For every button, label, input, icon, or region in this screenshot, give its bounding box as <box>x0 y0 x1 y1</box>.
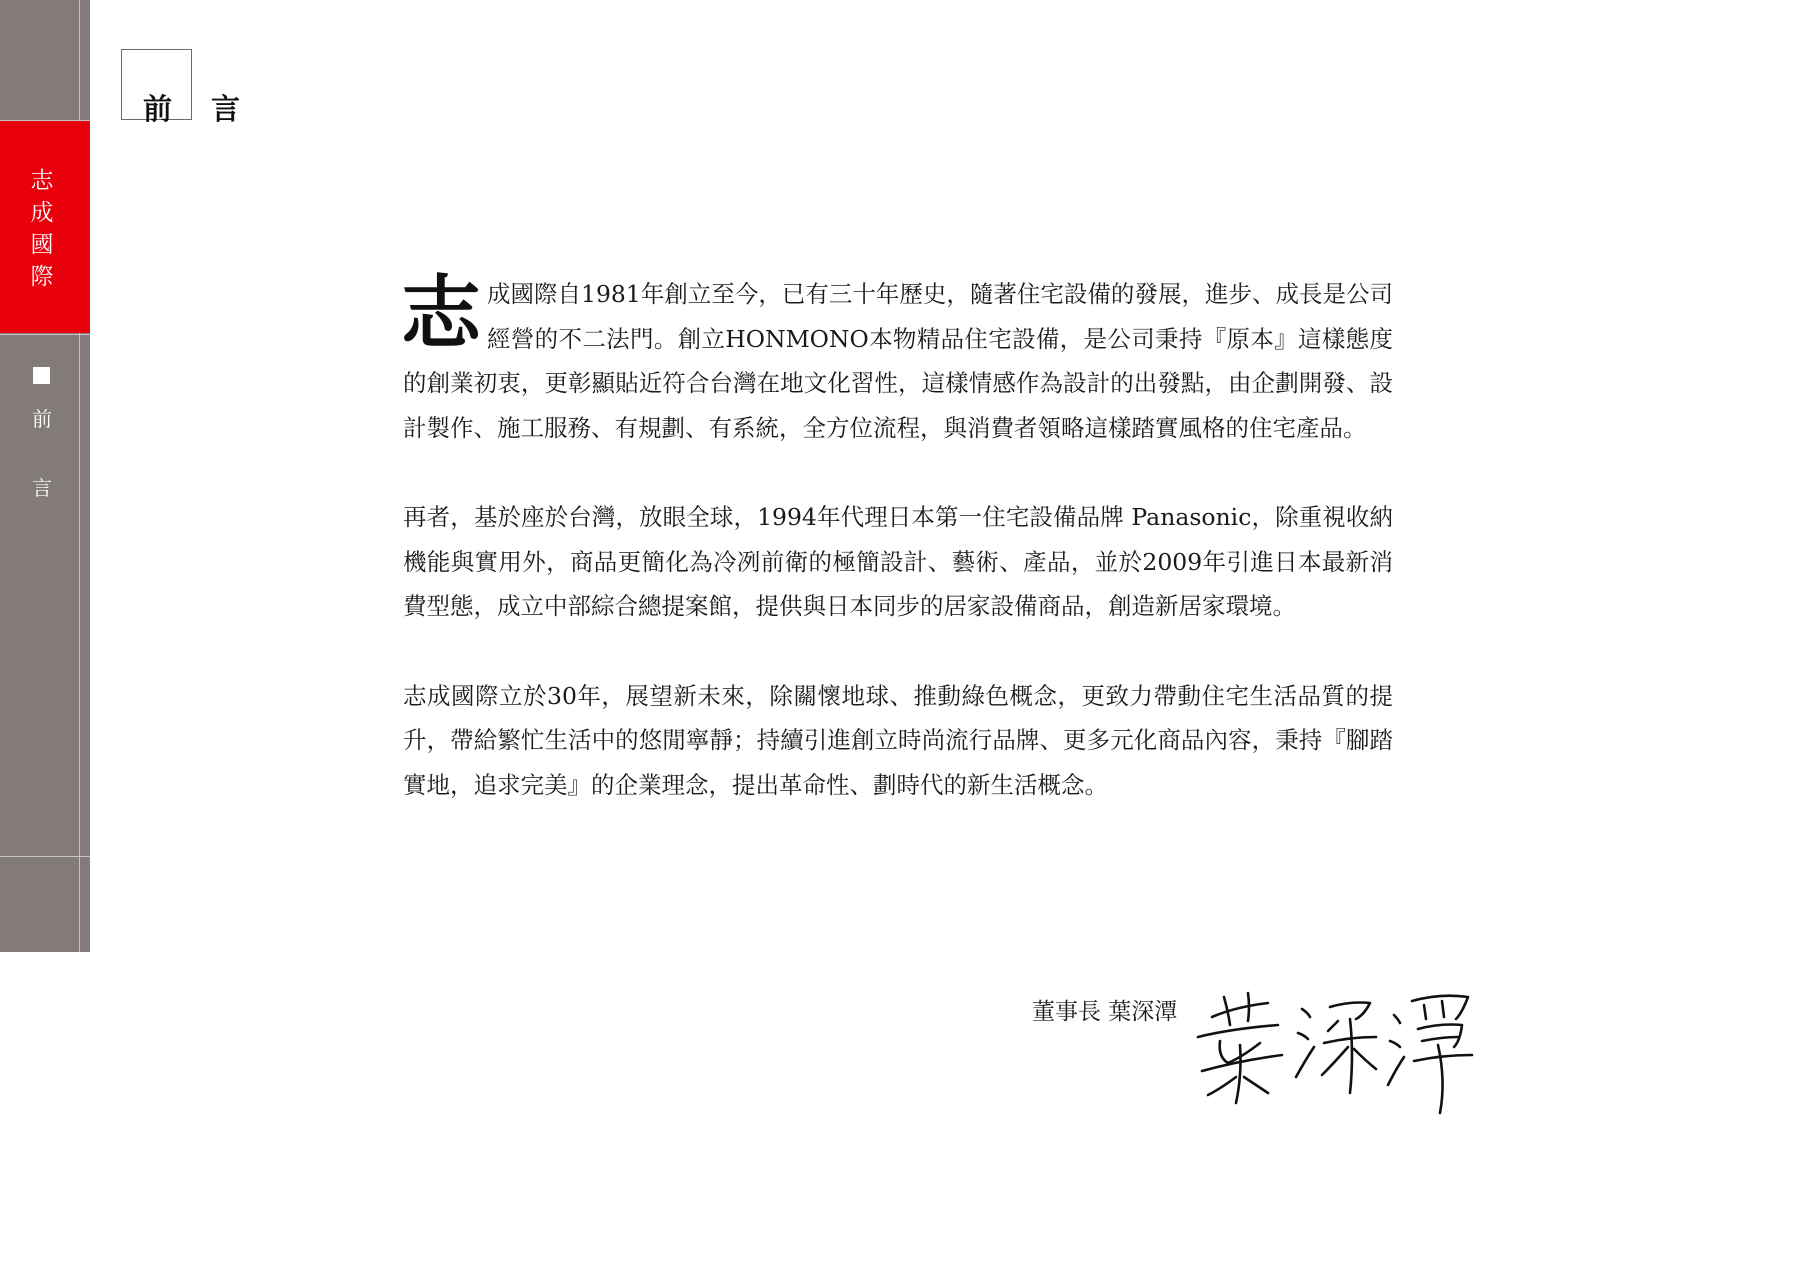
drop-cap: 志 <box>401 266 481 360</box>
active-square-icon <box>33 367 50 384</box>
paragraph <box>401 266 1393 450</box>
page-title-char: 言 <box>211 92 241 126</box>
paragraph-text: 成國際自1981年創立至今，已有三十年歷史，隨著住宅設備的發展，進步、成長是公司經營的不二法門。創立HONMONO本物精品住宅設備，是公司秉持『原本』這樣態度的創業初衷，更彰顯貼近符合台灣在地文化習性，這樣情感作為設計的出發點，由企劃開發、設計製作、施工服務、有規劃、有系統，全方位流程，與消費者領略這樣踏實風格的住宅產品。 <box>403 280 1393 442</box>
handwritten-signature <box>1190 985 1475 1115</box>
sidebar-item-company[interactable] <box>0 121 90 333</box>
sidebar-item-label: 志成國際 <box>30 168 54 290</box>
paragraph: 再者，基於座於台灣，放眼全球，1994年代理日本第一住宅設備品牌 Panasonic，除重視收納機能與實用外，商品更簡化為冷冽前衛的極簡設計、藝術、產品，並於2009年引進日本最新消費型態，成立中部綜合總提案館，提供與日本同步的居家設備商品，創造新居家環境。 <box>403 503 1393 620</box>
signature-label: 董事長 葉深潭 <box>1032 999 1178 1025</box>
sidebar <box>0 0 90 952</box>
preface-content <box>401 266 1393 852</box>
sidebar-item-label: 前 <box>32 407 52 431</box>
sidebar-item-preface[interactable] <box>0 335 90 855</box>
sidebar-divider <box>0 856 90 857</box>
sidebar-item-label: 言 <box>32 476 52 500</box>
paragraph: 志成國際立於30年，展望新未來，除關懷地球、推動綠色概念，更致力帶動住宅生活品質的提升，帶給繁忙生活中的悠閒寧靜；持續引進創立時尚流行品牌、更多元化商品內容，秉持『腳踏實地，追求完美』的企業理念，提出革命性、劃時代的新生活概念。 <box>403 681 1393 799</box>
page-title-char: 前 <box>143 92 173 126</box>
